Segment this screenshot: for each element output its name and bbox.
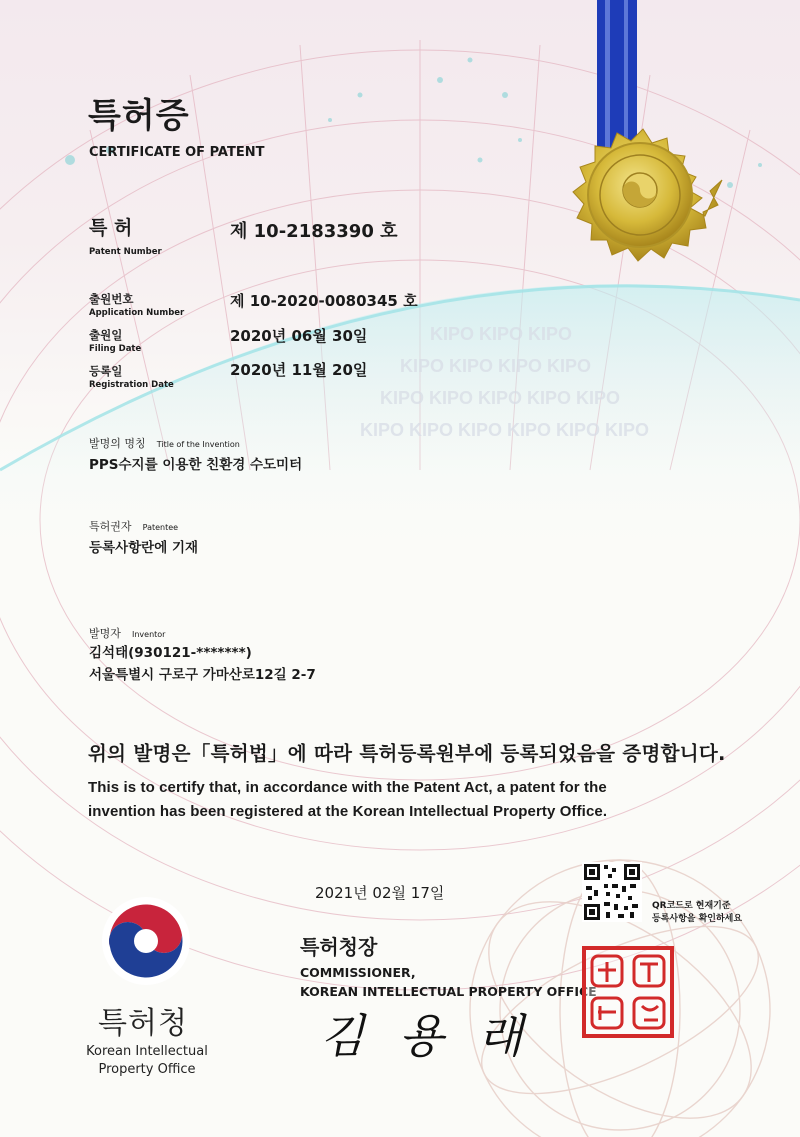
registration-date-value: 2020년 11월 20일 — [230, 361, 368, 379]
certificate-subtitle: CERTIFICATE OF PATENT — [89, 145, 265, 160]
commissioner-line2: KOREAN INTELLECTUAL PROPERTY OFFICE — [300, 984, 597, 999]
qr-note-line2: 등록사항을 확인하세요 — [652, 914, 743, 924]
inventor-heading — [89, 622, 165, 641]
certification-text-ko: 위의 발명은「특허법」에 따라 특허등록원부에 등록되었음을 증명합니다. — [88, 742, 726, 765]
certification-text-en-line1: This is to certify that, in accordance with the Patent Act, a patent for the — [88, 779, 607, 796]
application-number-label: 출원번호 — [89, 292, 134, 306]
kipo-name-ko: 특허청 — [98, 1006, 188, 1041]
certificate-title: 특허증 — [88, 96, 190, 136]
patentee-value: 등록사항란에 기재 — [89, 540, 199, 556]
application-number-label-en: Application Number — [89, 308, 185, 318]
commissioner-title: 특허청장 — [300, 935, 378, 959]
patent-number-label-en: Patent Number — [89, 247, 162, 257]
patentee-heading — [89, 515, 178, 534]
inventor-label-en: Inventor — [131, 630, 166, 639]
commissioner-line1: COMMISSIONER, — [300, 965, 416, 980]
kipo-logo-icon — [100, 895, 192, 987]
patentee-label-en: Patentee — [142, 523, 179, 532]
kipo-name-en-line2: Property Office — [98, 1062, 196, 1077]
patent-number-label: 특 허 — [89, 217, 133, 239]
qr-note-line1: QR코드로 현재기준 — [652, 901, 731, 911]
svg-text:KIPO KIPO KIPO: KIPO KIPO KIPO — [430, 324, 573, 344]
invention-heading — [89, 432, 240, 451]
registration-date-label: 등록일 — [89, 364, 123, 378]
patent-number-value: 제 10-2183390 호 — [230, 221, 398, 242]
registration-date-label-en: Registration Date — [89, 380, 174, 390]
filing-date-value: 2020년 06월 30일 — [230, 327, 368, 345]
issue-date: 2021년 02월 17일 — [315, 884, 445, 902]
svg-text:KIPO KIPO KIPO KIPO: KIPO KIPO KIPO KIPO — [400, 356, 592, 376]
official-stamp — [582, 946, 674, 1038]
kipo-name-en-line1: Korean Intellectual — [86, 1044, 208, 1059]
qr-code-icon[interactable] — [582, 862, 642, 922]
application-number-value: 제 10-2020-0080345 호 — [230, 292, 418, 310]
certification-text-en-line2: invention has been registered at the Korean Intellectual Property Office. — [88, 803, 608, 820]
signature-text: 김 용 래 — [320, 1009, 533, 1063]
stamp-seal-icon — [586, 950, 670, 1034]
filing-date-label: 출원일 — [89, 328, 123, 342]
inventor-name: 김석태(930121-*******) — [89, 645, 252, 661]
invention-title: PPS수지를 이용한 친환경 수도미터 — [89, 457, 303, 473]
invention-label: 발명의 명칭 — [89, 437, 146, 450]
invention-label-en: Title of the Invention — [156, 440, 240, 449]
inventor-address: 서울특별시 구로구 가마산로12길 2-7 — [89, 667, 316, 683]
patentee-label: 특허권자 — [89, 520, 132, 533]
svg-text:KIPO KIPO KIPO KIPO KIPO: KIPO KIPO KIPO KIPO KIPO — [380, 388, 621, 408]
svg-text:KIPO KIPO KIPO KIPO KIPO KIPO: KIPO KIPO KIPO KIPO KIPO KIPO — [360, 420, 650, 440]
inventor-label: 발명자 — [89, 627, 121, 640]
commissioner-signature — [320, 1000, 533, 1066]
filing-date-label-en: Filing Date — [89, 344, 142, 354]
ribbon — [597, 0, 637, 150]
